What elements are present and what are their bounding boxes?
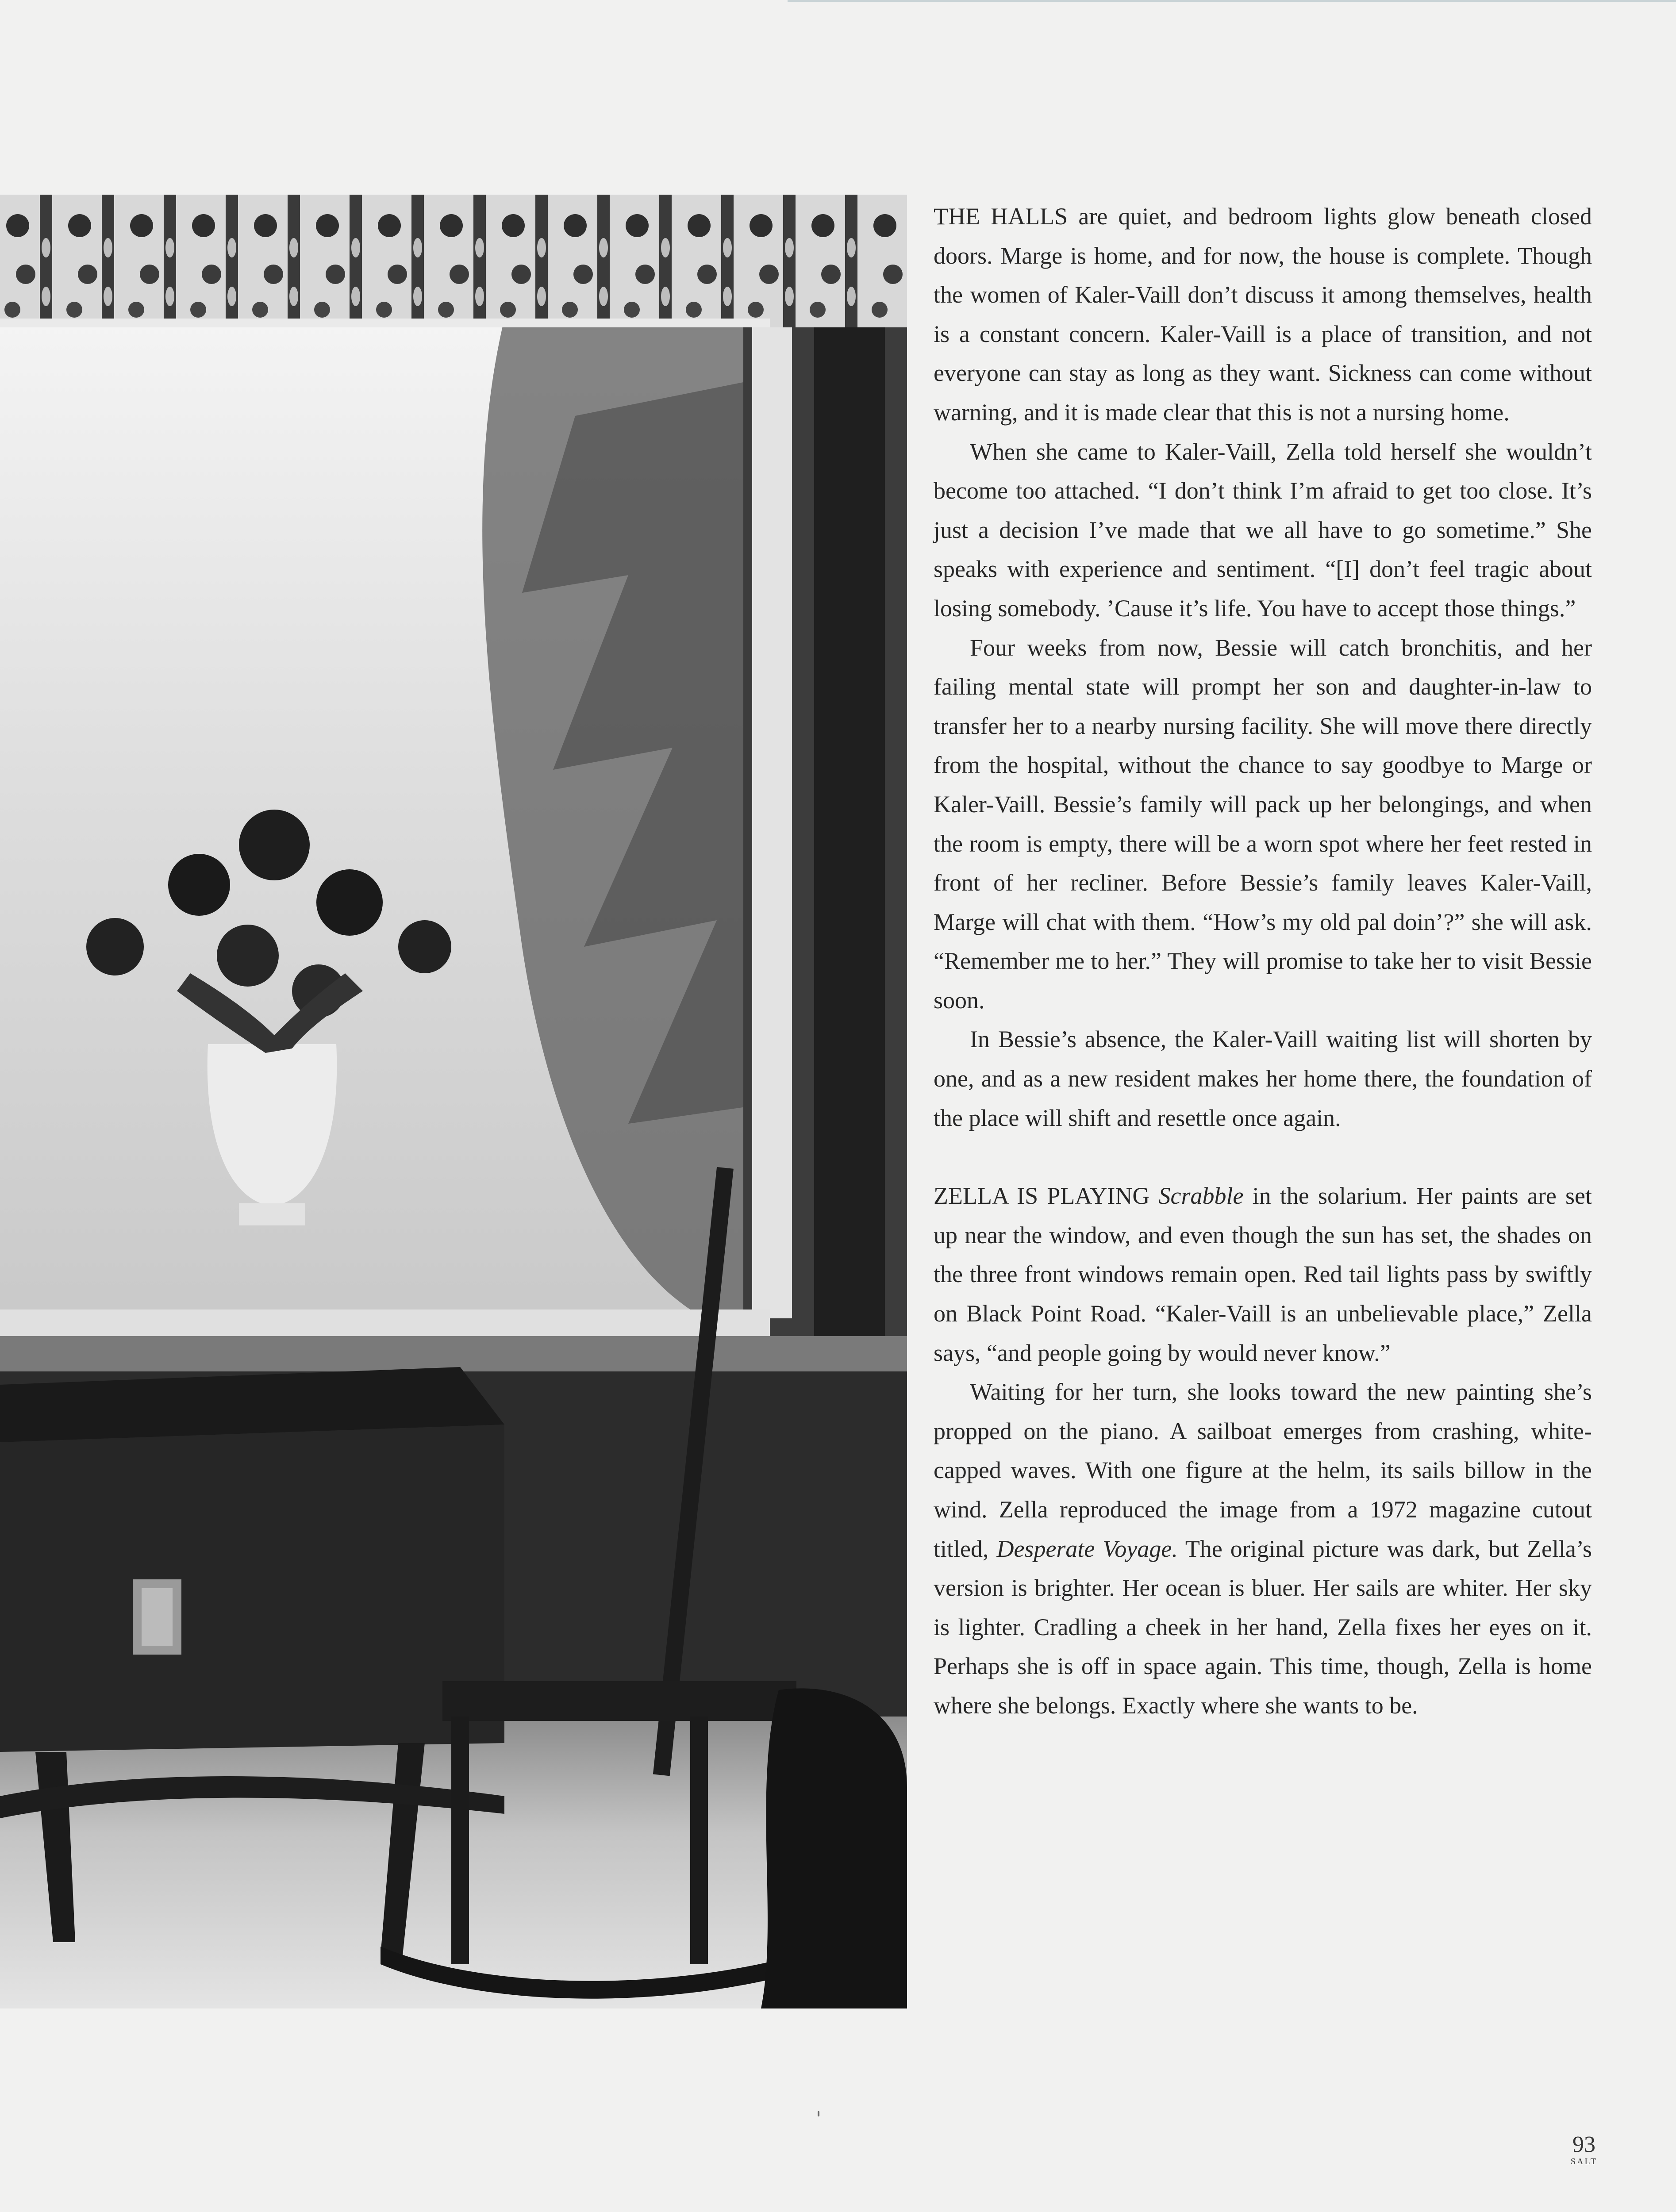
section-lead-in: THE HALLS [934,203,1068,230]
article-paragraph [934,197,1592,432]
article-paragraph: Four weeks from now, Bessie will catch bronchitis, and her failing mental state will prompt her son and daughter-in-law to transfer her to a nearby nursing facility. She will move there directly from the hospital, without the chance to say goodbye to Marge or Kaler-Vaill. Bessie’s family will pack up her belongings, and when the room is empty, there will be a worn spot where her feet rested in front of her recliner. Before Bessie’s family leaves Kaler-Vaill, Marge will chat with them. “How’s my old pal doin’?” she will ask. “Remember me to her.” They will promise to take her to visit Bessie soon. [934,634,1592,1014]
paragraph-text: are quiet, and bedroom lights glow beneath closed doors. Marge is home, and for now, the house is complete. Though the women of Kaler-Vaill don’t discuss it among themselves, health is a constant concern. Kaler-Vaill is a place of transition, and not everyone can stay as long as they want. Sickness can come without warning, and it is made clear that this is not a nursing home. [934,203,1592,426]
article-paragraph [934,1176,1592,1372]
game-title: Scrabble [1158,1183,1244,1210]
section-lead-in: ZELLA IS PLAYING [934,1183,1150,1210]
page-number: 93 [1572,2132,1595,2157]
artwork-title: Desperate Voyage. [996,1535,1178,1562]
paragraph-text: The original picture was dark, but Zella’s version is brighter. Her ocean is bluer. Her sails are whiter. Her sky is lighter. Cradling a cheek in her hand, Zella fixes her eyes on it. Perhaps she is off in space again. This time, though, Zella is home where she belongs. Exactly where she wants to be. [934,1535,1592,1719]
magazine-name: SALT [1570,2157,1598,2166]
article-paragraph: When she came to Kaler-Vaill, Zella told herself she wouldn’t become too attached. “I don’t think I’m afraid to get too close. It’s just a decision I’ve made that we all have to go sometime.” She speaks with experience and sentiment. “[I] don’t feel tragic about losing somebody. ’Cause it’s life. You have to accept those things.” [934,438,1592,622]
folio [1557,2133,1611,2167]
photo-window-interior [0,195,907,2008]
paragraph-text: in the solarium. Her paints are set up near the window, and even though the sun has set, the shades on the three front windows remain open. Red tail lights pass by swiftly on Black Point Road. “Kaler-Vaill is an unbelievable place,” Zella says, “and people going by would never know.” [934,1183,1592,1366]
article-body [934,197,1592,1725]
print-speck [818,2111,819,2116]
article-paragraph [934,1372,1592,1725]
top-rule [788,0,1676,2]
article-paragraph: In Bessie’s absence, the Kaler-Vaill waiting list will shorten by one, and as a new resident makes her home there, the foundation of the place will shift and resettle once again. [934,1026,1592,1131]
photo-window-interior-drawing [0,195,907,2008]
paragraph-text: Waiting for her turn, she looks toward the new painting she’s propped on the piano. A sailboat emerges from crashing, white-capped waves. With one figure at the helm, its sails billow in the wind. Zella reproduced the image from a 1972 magazine cutout titled, [934,1379,1592,1562]
